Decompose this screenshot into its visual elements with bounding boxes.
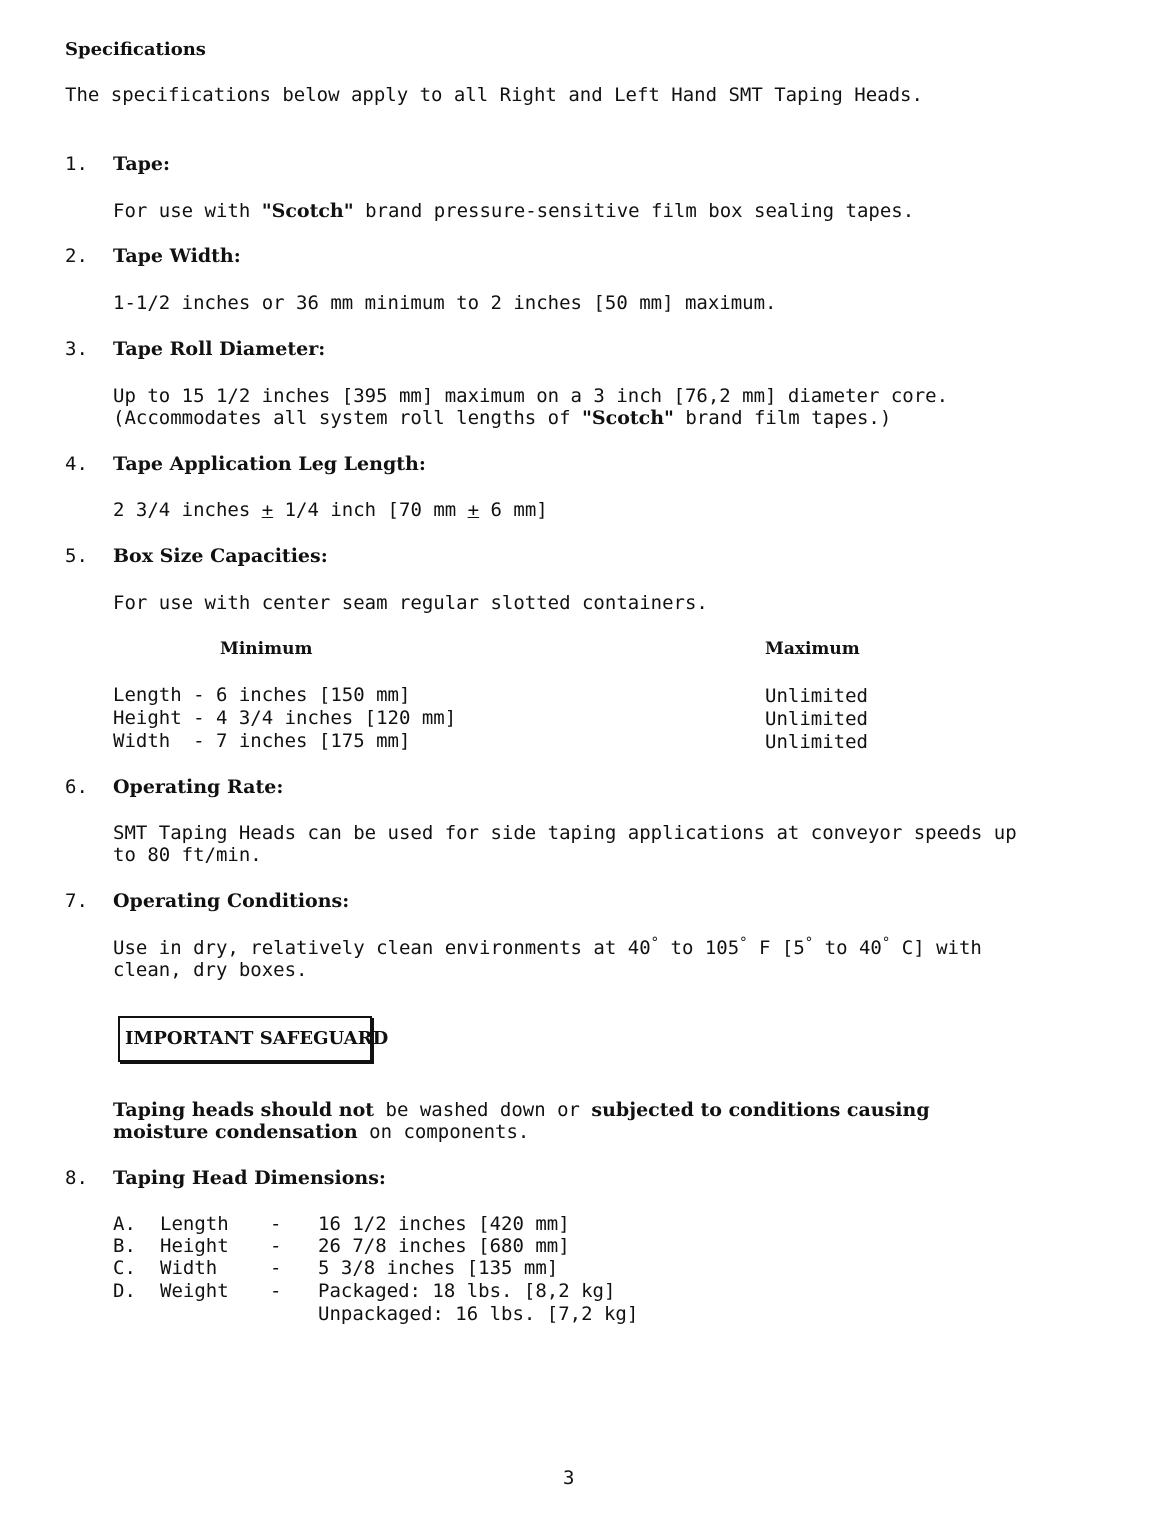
dimension-name-length: Length bbox=[160, 1213, 229, 1235]
box-row-width-max: Unlimited bbox=[765, 731, 868, 753]
tape-description: For use with "Scotch" brand pressure-sensitive film box sealing tapes. bbox=[113, 200, 915, 222]
item-title-dimensions: Taping Head Dimensions: bbox=[113, 1167, 386, 1189]
important-safeguard-box: IMPORTANT SAFEGUARD bbox=[118, 1016, 372, 1062]
item-number-1: 1. bbox=[65, 153, 88, 175]
item-number-5: 5. bbox=[65, 545, 88, 567]
box-row-length-min: Length - 6 inches [150 mm] bbox=[113, 684, 411, 706]
roll-diameter-line2: (Accommodates all system roll lengths of "Scotch" brand film tapes.) bbox=[113, 407, 892, 429]
dimension-letter-a: A. bbox=[113, 1213, 136, 1235]
dimension-letter-d: D. bbox=[113, 1280, 136, 1302]
tape-width-text: 1-1/2 inches or 36 mm minimum to 2 inches [50 mm] maximum. bbox=[113, 292, 777, 314]
item-title-box-sizes: Box Size Capacities: bbox=[113, 545, 328, 567]
item-number-4: 4. bbox=[65, 453, 88, 475]
item-title-roll-diameter: Tape Roll Diameter: bbox=[113, 338, 326, 360]
operating-conditions-line2: clean, dry boxes. bbox=[113, 959, 308, 981]
item-number-6: 6. bbox=[65, 776, 88, 798]
dimension-value-length: 16 1/2 inches [420 mm] bbox=[318, 1213, 570, 1235]
dimension-letter-c: C. bbox=[113, 1257, 136, 1279]
page-number: 3 bbox=[563, 1467, 575, 1489]
dimension-name-height: Height bbox=[160, 1235, 229, 1257]
operating-rate-line2: to 80 ft/min. bbox=[113, 844, 262, 866]
page-title: Specifications bbox=[65, 39, 206, 60]
roll-diameter-line1: Up to 15 1/2 inches [395 mm] maximum on a 3 inch [76,2 mm] diameter core. bbox=[113, 385, 949, 407]
box-row-width-min: Width - 7 inches [175 mm] bbox=[113, 730, 411, 752]
operating-rate-line1: SMT Taping Heads can be used for side taping applications at conveyor speeds up bbox=[113, 822, 1017, 844]
dimension-dash: - bbox=[270, 1213, 282, 1235]
dimension-dash: - bbox=[270, 1280, 282, 1302]
box-row-height-min: Height - 4 3/4 inches [120 mm] bbox=[113, 707, 457, 729]
operating-conditions-line1: Use in dry, relatively clean environments at 40° to 105° F [5° to 40° C] with bbox=[113, 935, 982, 959]
box-sizes-intro: For use with center seam regular slotted containers. bbox=[113, 592, 708, 614]
box-row-height-max: Unlimited bbox=[765, 708, 868, 730]
box-min-header: Minimum bbox=[220, 639, 313, 659]
safeguard-line1: Taping heads should not be washed down or subjected to conditions causing bbox=[113, 1099, 930, 1121]
dimension-value-weight-packaged: Packaged: 18 lbs. [8,2 kg] bbox=[318, 1280, 616, 1302]
box-row-length-max: Unlimited bbox=[765, 685, 868, 707]
dimension-letter-b: B. bbox=[113, 1235, 136, 1257]
safeguard-line2: moisture condensation on components. bbox=[113, 1121, 530, 1143]
item-title-leg-length: Tape Application Leg Length: bbox=[113, 453, 426, 475]
intro-text: The specifications below apply to all Right and Left Hand SMT Taping Heads. bbox=[65, 84, 923, 106]
item-number-2: 2. bbox=[65, 245, 88, 267]
dimension-dash: - bbox=[270, 1257, 282, 1279]
item-title-tape-width: Tape Width: bbox=[113, 245, 241, 267]
item-title-operating-rate: Operating Rate: bbox=[113, 776, 284, 798]
dimension-value-height: 26 7/8 inches [680 mm] bbox=[318, 1235, 570, 1257]
dimension-name-weight: Weight bbox=[160, 1280, 229, 1302]
item-title-tape: Tape: bbox=[113, 153, 171, 175]
item-number-7: 7. bbox=[65, 890, 88, 912]
dimension-dash: - bbox=[270, 1235, 282, 1257]
dimension-value-weight-unpackaged: Unpackaged: 16 lbs. [7,2 kg] bbox=[318, 1303, 639, 1325]
dimension-value-width: 5 3/8 inches [135 mm] bbox=[318, 1257, 559, 1279]
item-number-8: 8. bbox=[65, 1167, 88, 1189]
dimension-name-width: Width bbox=[160, 1257, 218, 1279]
item-number-3: 3. bbox=[65, 338, 88, 360]
leg-length-text: 2 3/4 inches + 1/4 inch [70 mm + 6 mm] bbox=[113, 499, 548, 521]
item-title-operating-conditions: Operating Conditions: bbox=[113, 890, 350, 912]
box-max-header: Maximum bbox=[765, 639, 860, 659]
